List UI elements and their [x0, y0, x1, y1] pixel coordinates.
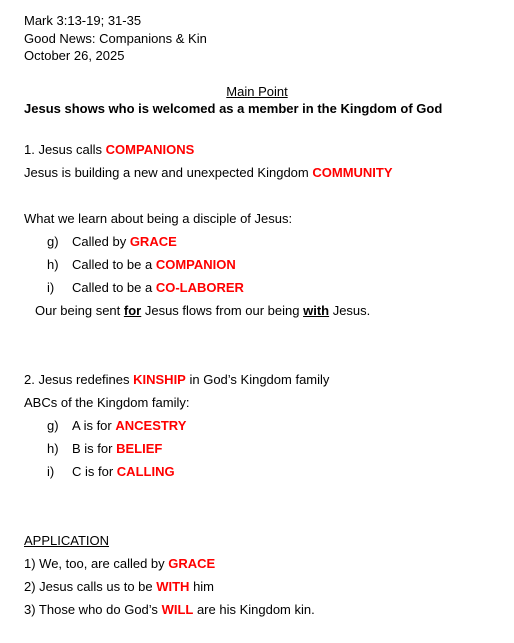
list-item-keyword: ANCESTRY — [115, 418, 187, 433]
list-label: g) — [47, 234, 59, 249]
main-point-heading — [0, 84, 514, 100]
point2-title-text: 2. Jesus redefines — [24, 372, 134, 387]
list-item-text: Called to be a — [72, 257, 156, 272]
list-item — [72, 464, 175, 480]
list-label: h) — [47, 257, 59, 272]
application-item-keyword: WITH — [156, 579, 190, 594]
application-item-text: him — [189, 579, 215, 594]
list-item-text: Called to be a — [72, 280, 156, 295]
list-item — [72, 234, 177, 250]
point1-title-text: 1. Jesus calls — [24, 142, 106, 157]
list-item-text: B is for — [72, 441, 117, 456]
summary-text: Jesus flows from our being — [141, 303, 304, 318]
list-label: g) — [47, 418, 59, 433]
series-title: Good News: Companions & Kin — [24, 31, 207, 46]
list-item — [72, 441, 162, 457]
sermon-date: October 26, 2025 — [24, 48, 125, 63]
application-item — [24, 602, 315, 618]
point1-keyword: COMPANIONS — [105, 142, 195, 157]
list-label: i) — [47, 464, 55, 479]
list-item-text: C is for — [72, 464, 117, 479]
point1-list-intro: What we learn about being a disciple of Jesus: — [24, 211, 293, 226]
point2-title-text: in God’s Kingdom family — [185, 372, 330, 387]
point2-list-intro: ABCs of the Kingdom family: — [24, 395, 190, 410]
list-label: i) — [47, 280, 55, 295]
point1-summary — [35, 303, 370, 319]
application-item — [24, 556, 215, 572]
point2-keyword: KINSHIP — [133, 372, 186, 387]
application-item-text: 2) Jesus calls us to be — [24, 579, 157, 594]
scripture-reference: Mark 3:13-19; 31-35 — [24, 13, 142, 28]
summary-text: Jesus. — [329, 303, 371, 318]
list-item-keyword: CO-LABORER — [155, 280, 244, 295]
list-item-text: A is for — [72, 418, 116, 433]
point1-subtitle — [24, 165, 393, 181]
list-item-keyword: BELIEF — [116, 441, 163, 456]
list-item-keyword: CALLING — [116, 464, 175, 479]
application-heading-text: APPLICATION — [24, 533, 110, 548]
point1-subtitle-text: Jesus is building a new and unexpected Kingdom — [24, 165, 313, 180]
summary-text: Our being sent — [35, 303, 124, 318]
point2-title — [24, 372, 329, 388]
application-item-text: are his Kingdom kin. — [193, 602, 315, 617]
summary-emphasis-for: for — [123, 303, 142, 318]
application-item-keyword: WILL — [161, 602, 194, 617]
list-item-text: Called by — [72, 234, 130, 249]
application-item-keyword: GRACE — [168, 556, 216, 571]
main-point-statement: Jesus shows who is welcomed as a member in the Kingdom of God — [24, 101, 443, 116]
application-item-text: 1) We, too, are called by — [24, 556, 169, 571]
list-item — [72, 418, 186, 434]
list-item — [72, 257, 236, 273]
main-point-heading-text: Main Point — [226, 84, 288, 99]
list-item-keyword: COMPANION — [155, 257, 236, 272]
point1-subtitle-keyword: COMMUNITY — [312, 165, 393, 180]
list-item — [72, 280, 244, 296]
list-label: h) — [47, 441, 59, 456]
application-item-text: 3) Those who do God’s — [24, 602, 162, 617]
list-item-keyword: GRACE — [129, 234, 177, 249]
application-heading — [24, 533, 109, 549]
application-item — [24, 579, 214, 595]
point1-title — [24, 142, 194, 158]
summary-emphasis-with: with — [303, 303, 330, 318]
